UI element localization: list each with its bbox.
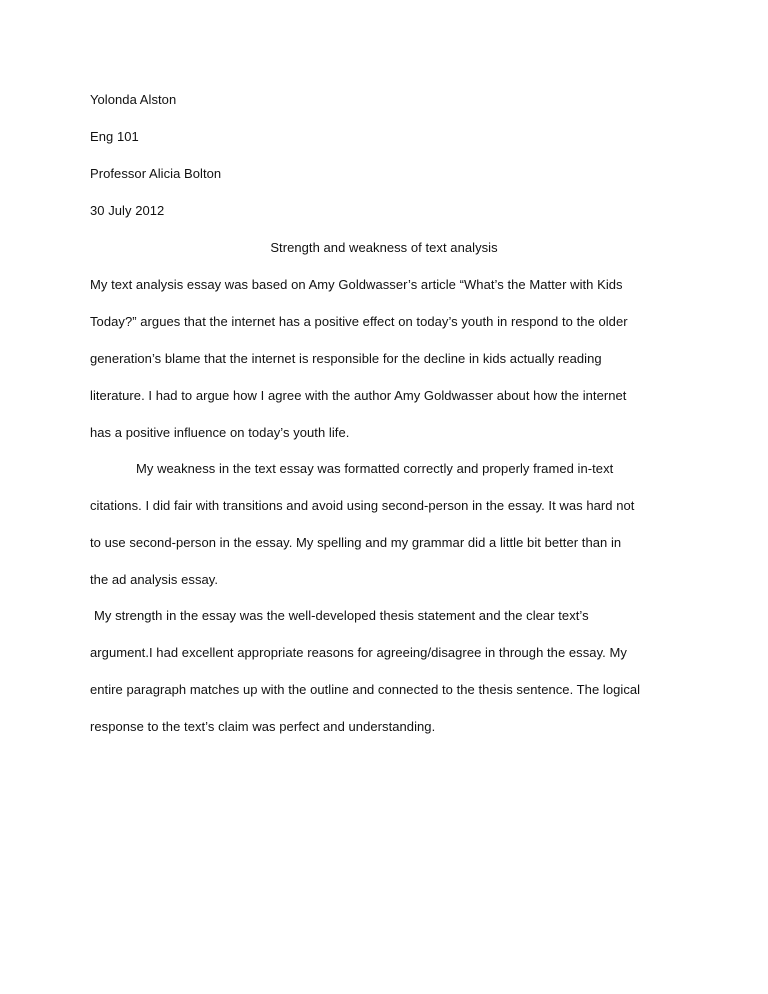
paragraph-line: My strength in the essay was the well-developed thesis statement and the clear text’s xyxy=(94,608,589,623)
paragraph-line: My weakness in the text essay was formatted correctly and properly framed in-text xyxy=(136,461,614,476)
essay-date: 30 July 2012 xyxy=(90,203,165,218)
paragraph-line: entire paragraph matches up with the outline and connected to the thesis sentence. The logical xyxy=(90,682,641,697)
essay-title: Strength and weakness of text analysis xyxy=(270,240,498,255)
professor-name: Professor Alicia Bolton xyxy=(90,166,222,181)
course-name: Eng 101 xyxy=(90,129,139,144)
paragraph-line: the ad analysis essay. xyxy=(90,572,219,587)
paragraph-line: My text analysis essay was based on Amy Goldwasser’s article “What’s the Matter with Kids xyxy=(90,277,623,292)
paragraph-line: citations. I did fair with transitions and avoid using second-person in the essay. It was hard not xyxy=(90,498,635,513)
paragraph-line: response to the text’s claim was perfect and understanding. xyxy=(90,719,436,734)
paragraph-line: argument.I had excellent appropriate reasons for agreeing/disagree in through the essay. My xyxy=(90,645,627,660)
author-name: Yolonda Alston xyxy=(90,92,177,107)
paragraph-line: literature. I had to argue how I agree with the author Amy Goldwasser about how the internet xyxy=(90,388,627,403)
paragraph-line: has a positive influence on today’s youth life. xyxy=(90,425,350,440)
paragraph-line: Today?” argues that the internet has a positive effect on today’s youth in respond to the older xyxy=(90,314,628,329)
paragraph-line: generation’s blame that the internet is responsible for the decline in kids actually reading xyxy=(90,351,602,366)
paragraph-line: to use second-person in the essay. My spelling and my grammar did a little bit better than in xyxy=(90,535,622,550)
